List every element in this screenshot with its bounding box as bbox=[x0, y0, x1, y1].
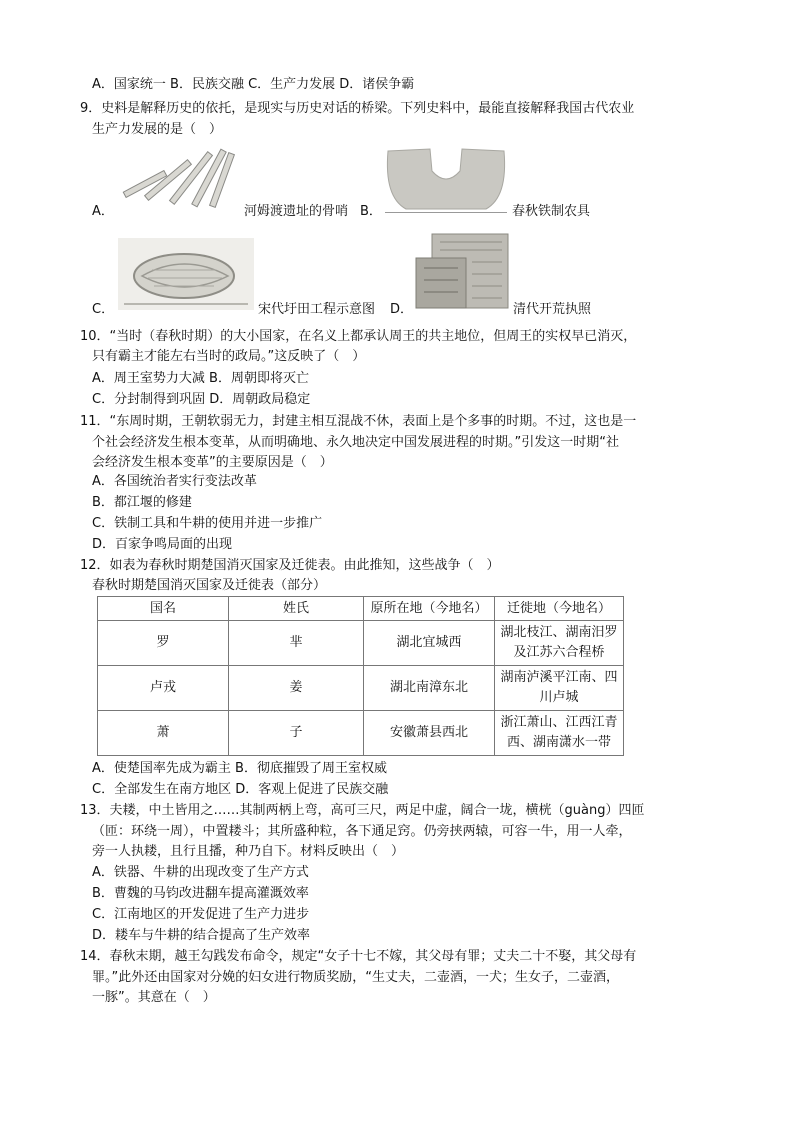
q13-option-d: D．耧车与牛耕的结合提高了生产效率 bbox=[92, 928, 311, 943]
table-cell: 罗 bbox=[98, 621, 229, 666]
q9-option-c-prefix: C． bbox=[92, 302, 115, 317]
q12-stem: 12．如表为春秋时期楚国消灭国家及迁徙表。由此推知，这些战争（ ） bbox=[80, 558, 500, 573]
table-cell: 子 bbox=[229, 711, 364, 756]
table-row bbox=[98, 666, 624, 711]
q9-option-d-prefix: D． bbox=[390, 302, 414, 317]
table-header-cell: 迁徙地（今地名） bbox=[495, 597, 624, 621]
table-cell: 安徽萧县西北 bbox=[364, 711, 495, 756]
q11-stem-line3: 会经济发生根本变革”的主要原因是（ ） bbox=[92, 455, 333, 470]
table-header-row bbox=[98, 597, 624, 621]
q9-stem-line2: 生产力发展的是（ ） bbox=[92, 122, 223, 137]
bone-whistle-image bbox=[118, 147, 242, 213]
table-cell-line: 及江苏六合程桥 bbox=[513, 645, 605, 660]
q14-stem-line2: 罪。”此外还由国家对分娩的妇女进行物质奖励，“生丈夫，二壶酒，一犬；生女子，二壶酒， bbox=[92, 970, 619, 985]
q10-options-line1: A．周王室势力大减 B．周朝即将灭亡 bbox=[92, 371, 309, 386]
table-cell-line: 浙江萧山、江西江青 bbox=[500, 715, 618, 730]
table-cell bbox=[495, 621, 624, 666]
table-cell: 萧 bbox=[98, 711, 229, 756]
reclamation-license-image bbox=[414, 232, 512, 312]
q11-option-c: C．铁制工具和牛耕的使用并进一步推广 bbox=[92, 516, 323, 531]
q9-option-b-prefix: B． bbox=[360, 204, 382, 219]
table-cell-line: 川卢城 bbox=[539, 690, 579, 705]
q8-options: A．国家统一 B．民族交融 C．生产力发展 D．诸侯争霸 bbox=[92, 77, 415, 92]
table-cell bbox=[495, 711, 624, 756]
table-cell: 湖北南漳东北 bbox=[364, 666, 495, 711]
q10-stem-line1: 10．“当时（春秋时期）的大小国家，在名义上都承认周王的共主地位，但周王的实权早已消灭， bbox=[80, 329, 637, 344]
polder-diagram-image bbox=[118, 238, 254, 310]
table-cell-line: 湖南泸溪平江南、四 bbox=[500, 670, 618, 685]
q11-option-a: A．各国统治者实行变法改革 bbox=[92, 474, 257, 489]
q11-stem-line1: 11．“东周时期，王朝软弱无力，封建主相互混战不休，表面上是个多事的时期。不过，这也是一 bbox=[80, 414, 637, 429]
q9-stem-line1: 9．史料是解释历史的依托，是现实与历史对话的桥梁。下列史料中，最能直接解释我国古代农业 bbox=[80, 101, 635, 116]
table-row bbox=[98, 621, 624, 666]
table-cell: 卢戎 bbox=[98, 666, 229, 711]
q13-stem-line1: 13．夫耧，中土皆用之……其制两柄上弯，高可三尺，两足中虚，阔合一垅，横桄（guàng）四匝 bbox=[80, 803, 645, 818]
table-cell-line: 湖北枝江、湖南汨罗 bbox=[500, 625, 618, 640]
q13-stem-line3: 旁一人执耧，且行且播，种乃自下。材料反映出（ ） bbox=[92, 844, 405, 859]
iron-tool-image bbox=[382, 145, 510, 215]
q9-option-a-caption: 河姆渡遗址的骨哨 bbox=[244, 204, 349, 219]
q9-option-a-prefix: A． bbox=[92, 204, 114, 219]
q13-option-a: A．铁器、牛耕的出现改变了生产方式 bbox=[92, 865, 309, 880]
table-cell-line: 西、湖南潇水一带 bbox=[506, 735, 611, 750]
q9-option-b-caption: 春秋铁制农具 bbox=[512, 204, 591, 219]
q11-option-b: B．都江堰的修建 bbox=[92, 495, 192, 510]
table-cell: 姜 bbox=[229, 666, 364, 711]
table-cell: 湖北宜城西 bbox=[364, 621, 495, 666]
table-header-cell: 原所在地（今地名） bbox=[364, 597, 495, 621]
q9-option-c-caption: 宋代圩田工程示意图 bbox=[258, 302, 376, 317]
q12-options-line2: C．全部发生在南方地区 D．客观上促进了民族交融 bbox=[92, 782, 389, 797]
q13-option-c: C．江南地区的开发促进了生产力进步 bbox=[92, 907, 310, 922]
table-header-cell: 国名 bbox=[98, 597, 229, 621]
chu-conquest-table bbox=[97, 596, 624, 756]
table-cell: 芈 bbox=[229, 621, 364, 666]
q10-stem-line2: 只有霸主才能左右当时的政局。”这反映了（ ） bbox=[92, 349, 366, 364]
q14-stem-line3: 一豚”。其意在（ ） bbox=[92, 990, 216, 1005]
q12-table-title: 春秋时期楚国消灭国家及迁徙表（部分） bbox=[92, 578, 327, 593]
table-row bbox=[98, 711, 624, 756]
q11-option-d: D．百家争鸣局面的出现 bbox=[92, 537, 233, 552]
q14-stem-line1: 14．春秋末期，越王勾践发布命令，规定“女子十七不嫁，其父母有罪；丈夫二十不娶，其父母有 bbox=[80, 949, 637, 964]
table-header-cell: 姓氏 bbox=[229, 597, 364, 621]
q12-options-line1: A．使楚国率先成为霸主 B．彻底摧毁了周王室权威 bbox=[92, 761, 387, 776]
q13-option-b: B．曹魏的马钧改进翻车提高灌溉效率 bbox=[92, 886, 309, 901]
option-b-underline bbox=[385, 212, 507, 213]
q9-option-d-caption: 清代开荒执照 bbox=[513, 302, 592, 317]
q11-stem-line2: 个社会经济发生根本变革，从而明确地、永久地决定中国发展进程的时期。”引发这一时期“社 bbox=[92, 435, 619, 450]
q10-options-line2: C．分封制得到巩固 D．周朝政局稳定 bbox=[92, 392, 311, 407]
table-cell bbox=[495, 666, 624, 711]
q13-stem-line2: （匝：环绕一周），中置耧斗；其所盛种粒，各下通足窍。仍旁挟两辕，可容一牛，用一人牵， bbox=[92, 824, 632, 839]
